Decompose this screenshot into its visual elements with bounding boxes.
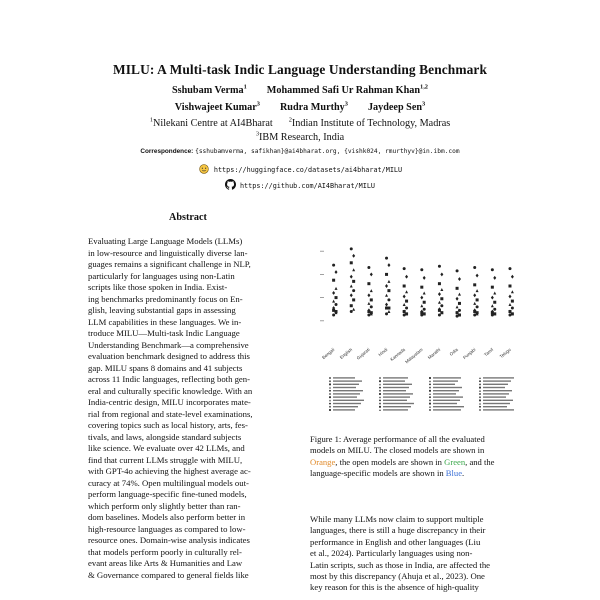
intro-line: key reason for this is the absence of high-quality (310, 582, 479, 593)
legend-entry (383, 380, 405, 381)
data-point (476, 289, 479, 292)
abstract-line: dom baselines. Models also perform better in (88, 512, 246, 522)
data-point (491, 314, 494, 317)
data-point (473, 310, 476, 313)
legend-entry (483, 403, 510, 404)
data-point (473, 314, 476, 317)
data-point (350, 285, 353, 288)
data-point (473, 266, 476, 269)
github-url[interactable]: https://github.com/AI4Bharat/MILU (239, 182, 376, 190)
legend-entry (383, 396, 410, 397)
data-point (508, 285, 511, 288)
legend-entry (433, 384, 455, 385)
caption-color-word: Blue (445, 468, 463, 479)
data-point (458, 293, 461, 296)
data-point (440, 304, 443, 307)
data-point (438, 265, 441, 268)
performance-chart (310, 222, 526, 424)
data-point (350, 247, 353, 250)
abstract-line: guages remains a significant challenge in NLP, (88, 259, 251, 269)
data-point (370, 272, 373, 276)
abstract-line: Evaluating Large Language Models (LLMs) (88, 236, 243, 246)
figure-caption (310, 434, 520, 480)
affiliations-line-2 (0, 131, 600, 143)
data-point (403, 267, 406, 270)
data-point (367, 302, 370, 305)
data-point (456, 311, 459, 314)
data-point (379, 380, 381, 382)
introduction-text (310, 514, 526, 594)
data-point (350, 293, 353, 297)
data-point (508, 303, 511, 306)
author-name: Mohammed Safi Ur Rahman Khan$^{1,2}$ (266, 84, 429, 97)
abstract-line: evant areas like Arts & Humanities and Law (88, 558, 243, 568)
data-point (456, 315, 459, 318)
abstract-line: find that current LLMs struggle with MILU, (88, 454, 243, 465)
x-tick-label: Kannada (389, 346, 407, 363)
author-affiliation-mark: 3 (422, 101, 426, 108)
data-point (420, 296, 423, 300)
abstract-line: troduce MILU—Multi-task Indic Language (88, 328, 240, 338)
data-point (456, 269, 459, 272)
data-point (379, 393, 381, 395)
data-point (493, 308, 496, 311)
data-point (420, 314, 423, 317)
x-tick-label: Gujarati (355, 346, 371, 361)
data-point (332, 291, 335, 295)
abstract-line: Understanding Benchmark—a comprehensive (88, 339, 249, 350)
data-point (429, 396, 431, 398)
figure-1 (310, 222, 526, 424)
author-affiliation-mark: 1,2 (420, 84, 429, 91)
data-point (420, 304, 423, 307)
data-point (493, 291, 496, 294)
data-point (491, 286, 494, 289)
data-point (456, 287, 459, 290)
affiliation: $^1$Nilekani Centre at AI4Bharat (149, 117, 273, 130)
data-point (332, 314, 335, 317)
intro-line: et al., 2024). Particularly languages using non- (310, 548, 473, 559)
abstract-line: particularly for languages using non-Latin (88, 270, 235, 281)
abstract-heading: Abstract (169, 212, 207, 223)
data-point (491, 304, 494, 307)
legend-entry (483, 406, 507, 407)
abstract-line: India-centric design, MILU incorporates mate- (88, 397, 251, 407)
legend-entry (483, 409, 514, 410)
data-point (476, 305, 479, 308)
data-point (403, 314, 406, 317)
data-point (405, 300, 408, 303)
data-point (493, 276, 496, 280)
abstract-line: ing benchmarks predominantly focus on En- (88, 293, 243, 304)
data-point (387, 298, 390, 301)
caption-color-word: Green (444, 456, 466, 467)
data-point (387, 280, 390, 283)
data-point (493, 301, 496, 304)
data-point (329, 384, 331, 386)
data-point (370, 305, 373, 308)
data-point (332, 300, 335, 303)
abstract-line: evaluation benchmark designed to address this (88, 351, 250, 361)
data-point (511, 307, 514, 310)
data-point (440, 297, 443, 300)
data-point (329, 406, 331, 408)
abstract-line: across 11 Indic languages, reflecting both gen- (88, 374, 251, 384)
legend-entry (483, 387, 505, 388)
data-point (479, 380, 481, 382)
affiliation: $^3$IBM Research, India (255, 131, 345, 144)
data-point (479, 377, 481, 379)
data-point (379, 409, 381, 411)
data-point (438, 314, 441, 317)
legend-entry (483, 393, 509, 394)
abstract-line: like science. We evaluate over 42 LLMs, and (88, 443, 245, 453)
data-point (405, 307, 408, 310)
data-point (479, 396, 481, 398)
legend-entry (383, 387, 409, 388)
x-tick-label: Bengali (321, 346, 336, 361)
abstract-body (88, 236, 288, 581)
data-point (367, 314, 370, 317)
data-point (479, 406, 481, 408)
x-tick-label: Odia (448, 346, 459, 357)
data-point (473, 302, 476, 305)
data-point (456, 297, 459, 301)
data-point (329, 393, 331, 395)
data-point (329, 403, 331, 405)
data-point (350, 310, 353, 313)
data-point (385, 273, 388, 276)
abstract-line: & Governance compared to general fields like (88, 569, 249, 580)
legend-entry (483, 384, 508, 385)
data-point (429, 406, 431, 408)
data-point (440, 288, 443, 291)
author-name: Jaydeep Sen$^3$ (367, 101, 426, 114)
abstract-line: with GPT-4o achieving the highest average ac- (88, 466, 251, 476)
caption-line: models on MILU. The closed models are shown in (310, 445, 485, 456)
data-point (479, 387, 481, 389)
abstract-line: high-resource languages as compared to low- (88, 523, 246, 534)
data-point (403, 285, 406, 288)
huggingface-icon (198, 164, 210, 174)
data-point (458, 277, 461, 281)
data-point (352, 268, 355, 271)
data-point (352, 298, 355, 301)
data-point (329, 396, 331, 398)
data-point (387, 263, 390, 267)
data-point (479, 400, 481, 402)
data-point (350, 275, 353, 279)
data-point (403, 303, 406, 306)
data-point (429, 409, 431, 411)
abstract-line: covering topics such as local history, arts, fes- (88, 420, 248, 430)
data-point (429, 393, 431, 395)
author-name: Vishwajeet Kumar$^3$ (174, 101, 260, 114)
data-point (385, 307, 388, 310)
data-point (379, 400, 381, 402)
legend-entry (333, 400, 364, 401)
data-point (429, 377, 431, 379)
legend-entry (433, 400, 460, 401)
legend-entry (383, 393, 413, 394)
data-point (367, 310, 370, 313)
abstract-line: LLM capabilities in these languages. We in- (88, 316, 242, 327)
data-point (370, 298, 373, 301)
data-point (379, 377, 381, 379)
legend-entry (383, 384, 412, 385)
data-point (479, 390, 481, 392)
legend-entry (333, 396, 357, 397)
legend-entry (333, 393, 360, 394)
x-tick-label: Marathi (426, 346, 442, 361)
legend-entry (383, 406, 411, 407)
abstract-line: perform language-specific fine-tuned models, (88, 489, 247, 499)
legend-entry (483, 380, 511, 381)
abstract-line: glish, leaving substantial gaps in assessing (88, 305, 236, 315)
legend-entry (383, 377, 408, 378)
data-point (508, 314, 511, 317)
data-point (491, 296, 494, 300)
data-point (329, 387, 331, 389)
data-point (350, 304, 353, 307)
abstract-line: in low-resource and linguistically diverse lan- (88, 247, 248, 258)
abstract-line: eral and culturally specific knowledge. With an (88, 385, 253, 396)
x-tick-label: Tamil (483, 346, 495, 358)
legend-entry (383, 409, 408, 410)
data-point (329, 400, 331, 402)
legend-entry (483, 377, 514, 378)
data-point (429, 380, 431, 382)
author-name: Rudra Murthy$^3$ (279, 101, 348, 114)
legend-entry (333, 403, 361, 404)
data-point (479, 403, 481, 405)
legend-entry (333, 406, 358, 407)
legend-entry (333, 390, 363, 391)
abstract-line: that models perform poorly in culturally rel- (88, 546, 242, 557)
data-point (508, 294, 511, 298)
legend-entry (333, 384, 359, 385)
authors-line-1 (0, 84, 600, 96)
correspondence-emails: {sshubamverma, safikhan}@ai4bharat.org, {vishk024, rmurthyv}@in.ibm.com (195, 148, 460, 155)
legend-entry (433, 406, 464, 407)
legend-entry (333, 377, 355, 378)
data-point (438, 309, 441, 312)
data-point (476, 298, 479, 301)
data-point (332, 279, 335, 282)
data-point (367, 282, 370, 285)
x-tick-label: Hindi (377, 346, 389, 358)
legend-entry (433, 380, 458, 381)
legend-entry (483, 396, 506, 397)
legend-entry (433, 403, 457, 404)
abstract-line: rial from regional and state-level examinations, (88, 408, 253, 419)
data-point (429, 403, 431, 405)
x-tick-label: Malayalam (404, 346, 424, 365)
data-point (423, 308, 426, 311)
data-point (403, 310, 406, 313)
data-point (352, 308, 355, 311)
data-point (352, 289, 355, 292)
caption-line: Orange, the open models are shown in Green, and the (310, 456, 495, 467)
data-point (385, 294, 388, 297)
abstract-line: resource ones. Domain-wise analysis indicates (88, 535, 250, 545)
data-point (458, 302, 461, 305)
data-point (420, 268, 423, 271)
legend-entry (433, 390, 459, 391)
intro-line: most by this discrepancy (Ahuja et al., 2023). One (310, 571, 485, 582)
data-point (379, 406, 381, 408)
data-point (473, 293, 476, 297)
affiliation-mark: 2 (288, 117, 292, 124)
data-point (423, 301, 426, 304)
affiliation-mark: 3 (255, 131, 260, 138)
abstract-line: gap. MILU spans 8 domains and 41 subjects (88, 362, 243, 373)
abstract-line: curacy at 74%. Open multilingual models out- (88, 477, 249, 488)
huggingface-url[interactable]: https://huggingface.co/datasets/ai4bharat/MILU (213, 166, 403, 174)
intro-line: Latin scripts, such as those in India, are affected the (310, 559, 491, 570)
github-icon (225, 179, 236, 190)
caption-line: language-specific models are shown in Blue. (310, 468, 465, 479)
x-tick-label: English (338, 346, 354, 361)
legend-entry (433, 377, 461, 378)
data-point (352, 280, 355, 283)
legend-entry (333, 380, 362, 381)
data-point (440, 272, 443, 276)
data-point (387, 310, 390, 313)
data-point (508, 310, 511, 313)
intro-line: While many LLMs now claim to support multiple (310, 514, 484, 524)
data-point (332, 309, 335, 312)
data-point (370, 289, 373, 292)
data-point (379, 396, 381, 398)
abstract-line: scripts like those spoken in India. Exist- (88, 282, 228, 292)
data-point (491, 268, 494, 271)
data-point (329, 409, 331, 411)
data-point (429, 399, 431, 401)
data-point (423, 291, 426, 294)
huggingface-link[interactable] (0, 164, 600, 174)
affiliations-line-1 (0, 117, 600, 129)
github-link[interactable] (0, 179, 600, 190)
data-point (479, 383, 481, 385)
author-affiliation-mark: 3 (344, 101, 348, 108)
abstract-line: which perform only slightly better than ran- (88, 500, 241, 511)
data-point (332, 264, 335, 267)
data-point (423, 276, 426, 280)
data-point (379, 402, 381, 404)
intro-line: performance in English and other languages (Liu (310, 536, 481, 547)
data-point (379, 384, 381, 386)
data-point (385, 312, 388, 315)
data-point (367, 266, 370, 269)
author-name: Sshubam Verma$^1$ (171, 84, 247, 97)
legend-entry (433, 393, 456, 394)
data-point (329, 390, 331, 392)
paper-title: MILU: A Multi-task Indic Language Understanding Benchmark (113, 62, 487, 77)
data-point (350, 261, 353, 264)
data-point (438, 301, 441, 304)
data-point (456, 305, 459, 308)
data-point (385, 257, 388, 260)
data-point (511, 300, 514, 303)
legend-entry (433, 396, 463, 397)
data-point (429, 390, 431, 392)
legend-entry (433, 409, 461, 410)
data-point (329, 377, 331, 379)
data-point (385, 284, 388, 288)
data-point (379, 390, 381, 392)
data-point (511, 290, 514, 293)
data-point (479, 393, 481, 395)
data-point (335, 303, 338, 306)
data-point (511, 275, 514, 279)
legend-entry (483, 400, 513, 401)
data-point (438, 282, 441, 285)
data-point (385, 303, 388, 307)
legend-entry (333, 387, 356, 388)
data-point (387, 289, 390, 292)
affiliation-mark: 1 (149, 117, 154, 124)
legend-entry (483, 390, 512, 391)
legend-entry (383, 403, 414, 404)
data-point (508, 267, 511, 270)
data-point (420, 286, 423, 289)
data-point (379, 387, 381, 389)
data-point (476, 274, 479, 278)
data-point (352, 254, 355, 258)
data-point (429, 384, 431, 386)
data-point (335, 287, 338, 290)
x-tick-label: Telugu (498, 346, 512, 360)
legend-entry (333, 409, 355, 410)
caption-line: Figure 1: Average performance of all the evaluated (310, 434, 485, 444)
data-point (405, 290, 408, 293)
x-tick-label: Punjabi (462, 346, 477, 361)
data-point (403, 294, 406, 298)
intro-line: languages, there is still a huge discrepancy in their (310, 525, 486, 536)
legend-entry (433, 387, 462, 388)
legend-entry (383, 390, 406, 391)
data-point (335, 270, 338, 274)
data-point (479, 409, 481, 411)
data-point (473, 283, 476, 286)
abstract-line: tivals, and laws, alongside standard subjects (88, 431, 242, 442)
correspondence (0, 148, 600, 155)
data-point (405, 275, 408, 279)
author-affiliation-mark: 3 (256, 101, 260, 108)
data-point (429, 386, 431, 388)
author-affiliation-mark: 1 (243, 84, 247, 91)
data-point (329, 380, 331, 382)
data-point (335, 296, 338, 299)
correspondence-label: Correspondence: (140, 148, 194, 155)
caption-color-word: Orange (310, 456, 336, 467)
data-point (438, 292, 441, 296)
affiliation: $^2$Indian Institute of Technology, Madras (288, 117, 451, 130)
data-point (367, 293, 370, 297)
authors-line-2 (0, 101, 600, 113)
legend-entry (383, 400, 407, 401)
